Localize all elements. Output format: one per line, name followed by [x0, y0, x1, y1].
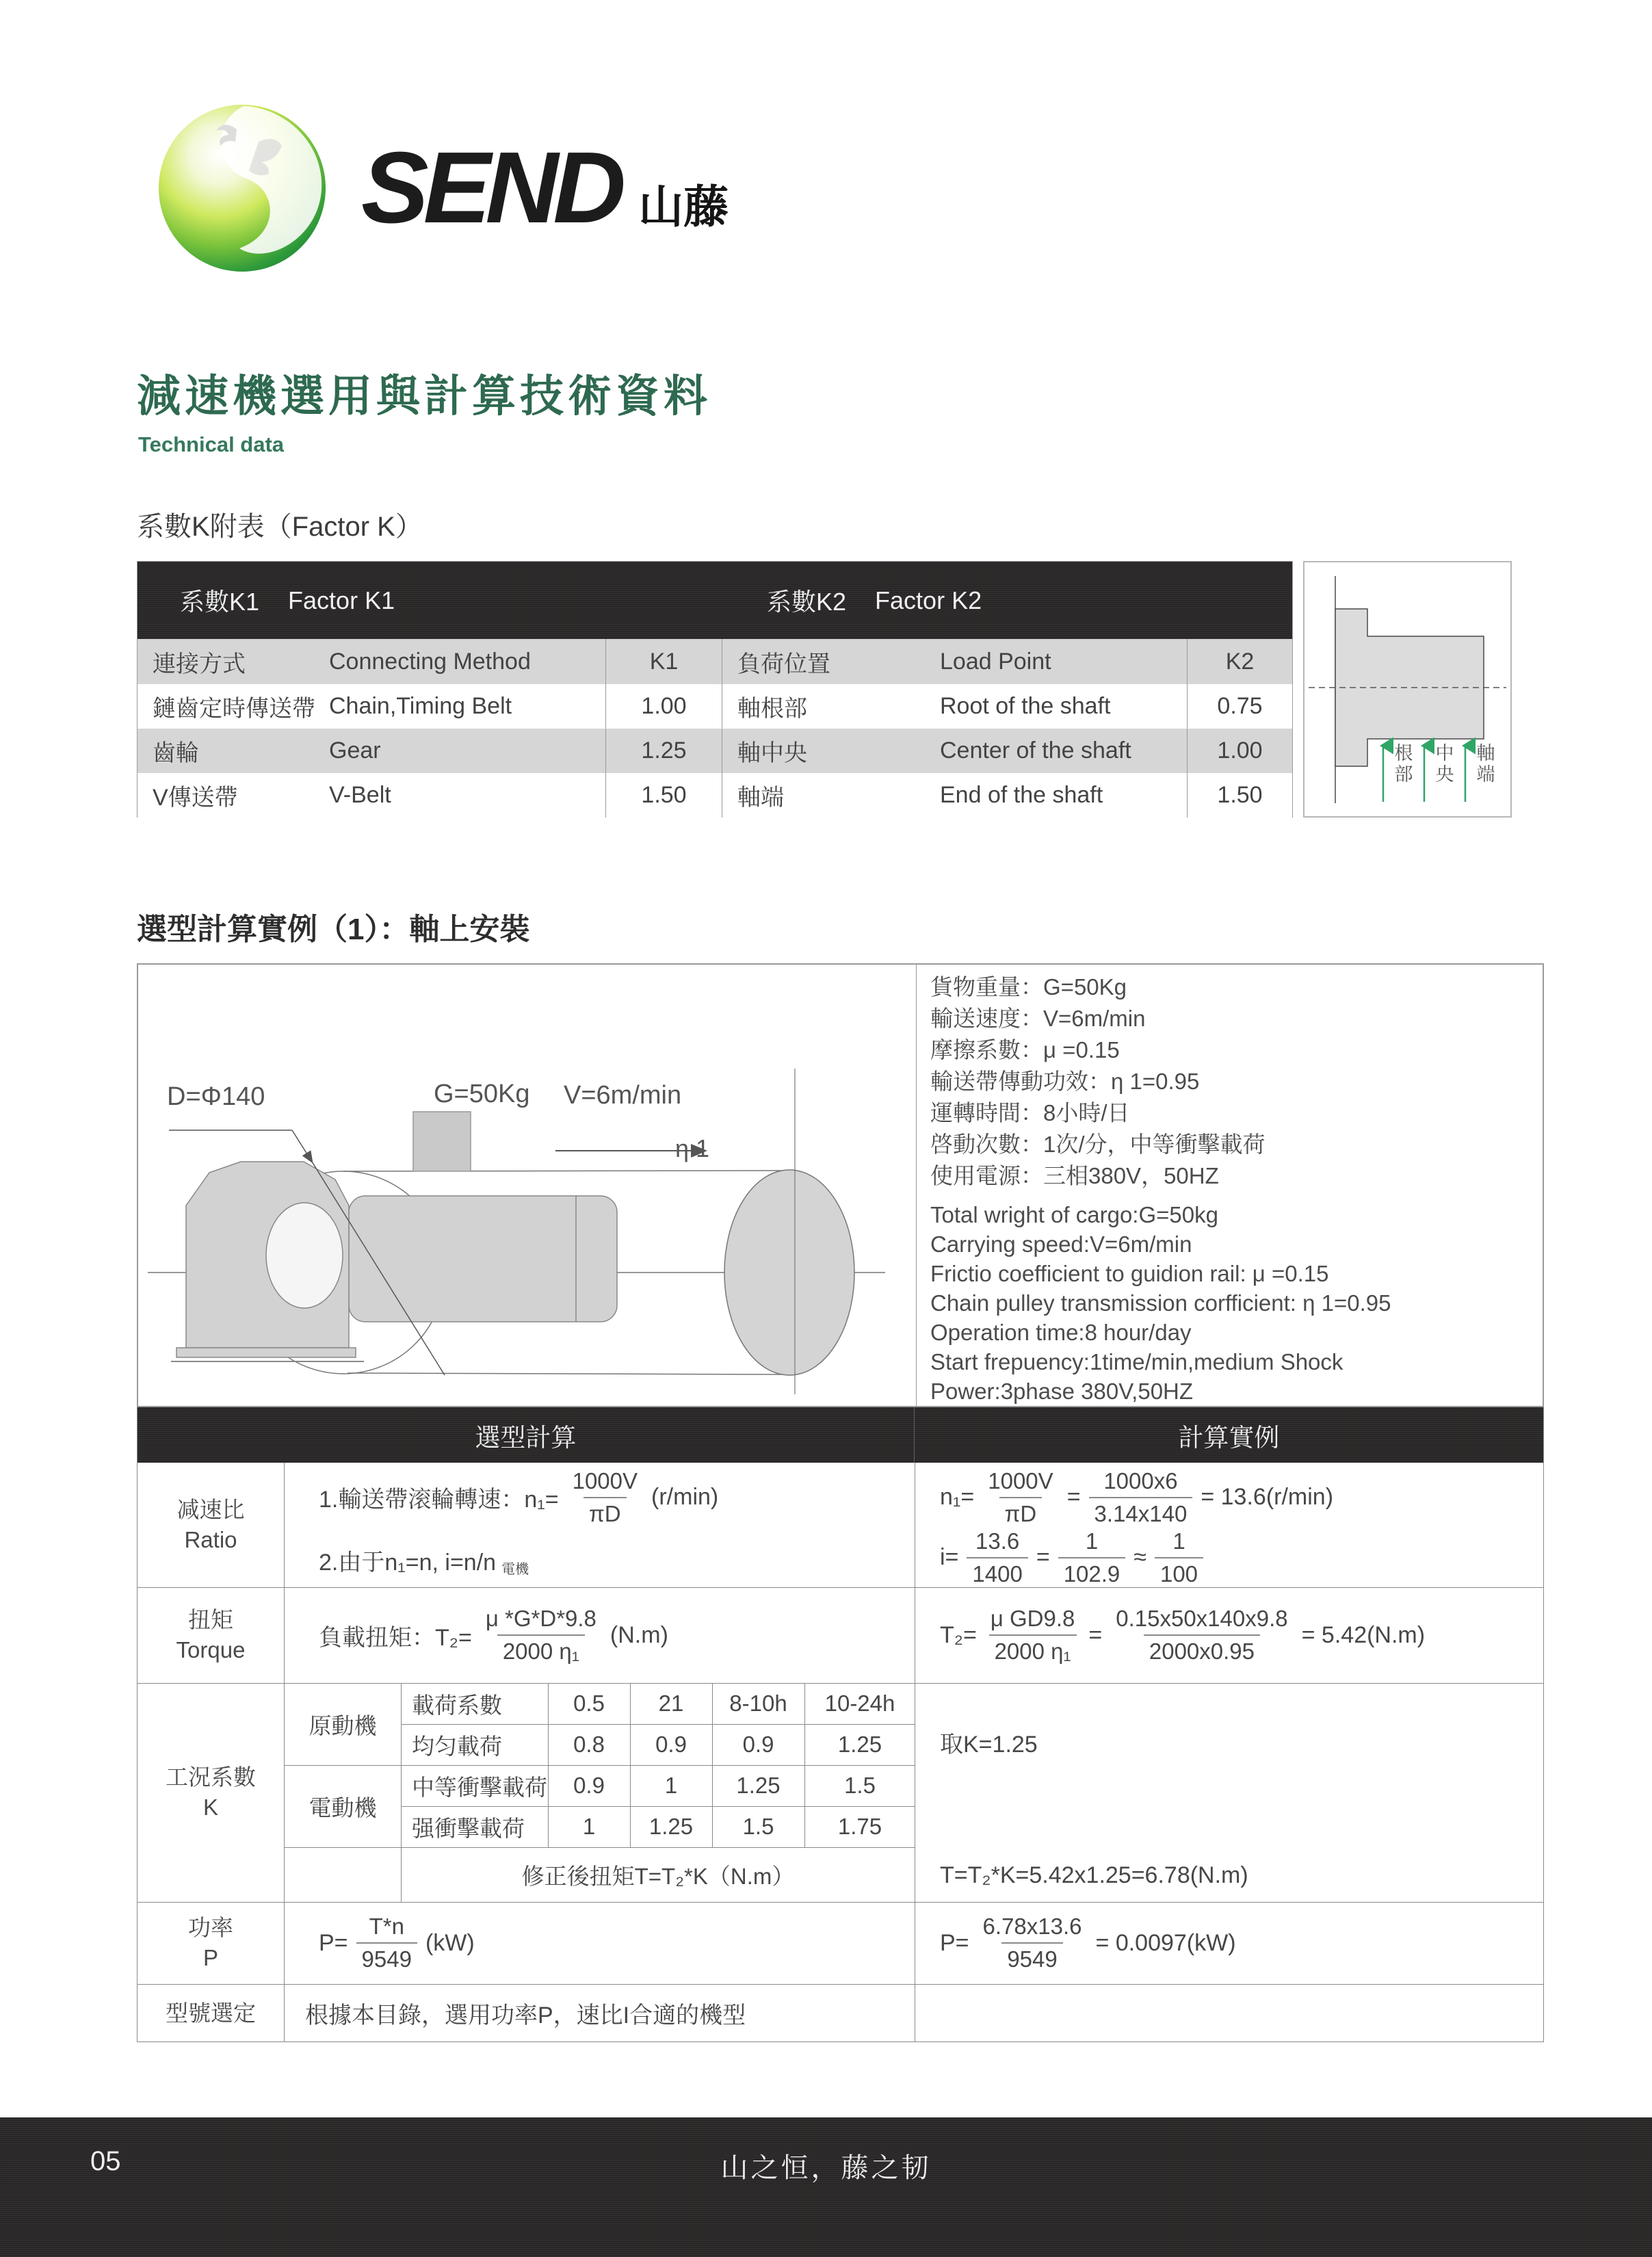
condition-line-en: Total wright of cargo:G=50kg [930, 1202, 1218, 1227]
condition-line: 啓動次數：1次/分，中等衝擊載荷 [930, 1132, 1266, 1157]
condition-line: 輸送帶傳動功效：η 1=0.95 [930, 1069, 1200, 1094]
row-power-example [915, 1902, 1545, 1984]
k-motor: 電動機 [309, 1795, 377, 1821]
row-torque-label: 扭矩 Torque [137, 1587, 285, 1683]
factor-k-table [137, 561, 1293, 818]
row-power-label: 功率 P [137, 1902, 285, 1984]
row-ratio-example [915, 1463, 1545, 1587]
ratio-formula-1: 1.輸送帶滚輪轉速：n₁= $\frac{1000V}{\pi D}$ (r/min) [319, 1468, 719, 1526]
row-torque [137, 1587, 1543, 1684]
condition-line-en: Frictio coefficient to guidion rail: μ =0.15 [930, 1261, 1329, 1286]
row-model [137, 1984, 1543, 2042]
conditions-panel [930, 971, 1539, 1406]
factor-k-section-title: 系數K附表（Factor K） [137, 512, 423, 542]
condition-line: 貨物重量：G=50Kg [930, 974, 1127, 1000]
condition-line: 使用電源：三相380V，50HZ [930, 1163, 1219, 1188]
row-k-example [915, 1683, 1545, 1902]
label-diameter: D=Φ140 [167, 1082, 265, 1111]
k1-header-cn: 系數K1 [180, 588, 260, 616]
row-torque-example [915, 1587, 1545, 1683]
col-k1: K1 [649, 648, 679, 675]
condition-line: 運轉時間：8小時/日 [930, 1100, 1130, 1125]
col-method-cn: 連接方式 [153, 651, 246, 677]
factor-k2-header [767, 562, 982, 639]
globe-icon [156, 102, 328, 274]
label-weight: G=50Kg [434, 1080, 530, 1108]
condition-line-en: Power:3phase 380V,50HZ [930, 1379, 1194, 1404]
row-k-label: 工況系數 K [137, 1683, 285, 1902]
shaft-load-point-diagram [1303, 561, 1512, 818]
condition-line: 輸送速度：V=6m/min [930, 1006, 1146, 1031]
page-footer [0, 2117, 1652, 2257]
conveyor-drawing [138, 965, 915, 1406]
condition-line-en: Start frepuency:1time/min,medium Shock [930, 1349, 1343, 1374]
condition-line-en: Operation time:8 hour/day [930, 1320, 1192, 1345]
condition-line-en: Carrying speed:V=6m/min [930, 1231, 1192, 1257]
table-row: V傳送帶 V-Belt 1.50 軸端 End of the shaft 1.50 [137, 773, 1292, 818]
label-speed: V=6m/min [564, 1081, 682, 1110]
table-row: 齒輪 Gear 1.25 軸中央 Center of the shaft 1.00 [137, 729, 1292, 774]
brand-wordmark: SEND [361, 131, 621, 244]
brand-logo [156, 99, 772, 277]
torque-example: T₂= $\frac{\text{μ GD9.8}}{\text{2000 η₁}}$ = $\frac{0.15x50x140x9.8}{2000x0.95}$ = 5.42(N.m) [940, 1606, 1426, 1664]
panel-divider [916, 965, 917, 1406]
ratio-example-2: i= $\frac{13.6}{1400}$ = $\frac{1}{102.9}$ ≈ $\frac{1}{100}$ [940, 1528, 1206, 1587]
calc-header-right: 計算實例 [1178, 1423, 1280, 1452]
row-model-example [915, 1984, 1545, 2042]
factor-k-table-header [137, 562, 1292, 639]
power-formula: P= $\frac{T*n}{9549}$ (kW) [319, 1914, 475, 1972]
row-power [137, 1902, 1543, 1985]
corrected-torque-example: T=T₂*K=5.42x1.25=6.78(N.m) [940, 1862, 1248, 1888]
calc-table-header [137, 1407, 1543, 1463]
k-chosen-value: 取K=1.25 [940, 1732, 1038, 1758]
row-torque-formula [285, 1587, 915, 1683]
k2-header-cn: 系數K2 [767, 588, 847, 616]
factor-k-column-header-row [137, 639, 1292, 685]
row-model-label: 型號選定 [137, 1984, 285, 2042]
row-ratio-label: 减速比 Ratio [137, 1463, 285, 1587]
row-power-formula [285, 1902, 915, 1984]
k-subtable: 原動機 電動機 載荷系數 0.5 21 8-10h 10-24h 均匀載荷 0.8 0.9 0.9 1.25 中等衝擊載荷 0.9 1 1.25 1.5 强衝擊載荷 1 1.25 1.5 1.75 修正後扭矩T=T₂*K（N.m） [285, 1683, 915, 1902]
k-prime-mover: 原動機 [309, 1712, 377, 1738]
col-method-en: Connecting Method [329, 648, 531, 675]
label-shaft-root: 根部 [1394, 743, 1413, 785]
condition-line: 摩擦系數：μ =0.15 [930, 1037, 1120, 1062]
col-load-cn: 負荷位置 [737, 651, 830, 677]
calc-header-left: 選型計算 [137, 1407, 915, 1463]
label-shaft-end: 軸端 [1476, 743, 1495, 785]
example-diagram-panel [137, 963, 1544, 1407]
factor-k1-header [180, 562, 395, 639]
power-example: P= $\frac{6.78x13.6}{9549}$ = 0.0097(kW) [940, 1914, 1236, 1972]
col-k2: K2 [1225, 648, 1255, 675]
example-section-title: 選型計算實例（1）：軸上安裝 [137, 913, 530, 946]
col-load-en: Load Point [940, 648, 1051, 675]
ratio-example-1: n₁= $\frac{1000V}{\pi D}$ = $\frac{1000x6}{3.14x140}$ = 13.6(r/min) [940, 1468, 1334, 1526]
page-subtitle: Technical data [138, 432, 285, 456]
condition-line-en: Chain pulley transmission corfficient: η 1=0.95 [930, 1290, 1391, 1316]
selection-calc-table [137, 1407, 1544, 2042]
ratio-formula-2: 2.由于n₁=n, i=n/n 電機 [319, 1550, 529, 1577]
page-number: 05 [90, 2146, 121, 2176]
row-ratio-formula [285, 1463, 915, 1587]
corrected-torque-formula: 修正後扭矩T=T₂*K（N.m） [521, 1863, 795, 1889]
torque-formula: 負載扭矩：T₂= $\frac{\mu *G*D*9.8}{\text{2000 η₁}}$ (N.m) [319, 1606, 668, 1664]
row-k-factor [137, 1683, 1543, 1903]
row-model-text: 根據本目錄，選用功率P，速比I合適的機型 [285, 1984, 915, 2042]
page-title: 減速機選用與計算技術資料 [137, 371, 711, 421]
brand-wordmark-cn: 山藤 [638, 181, 729, 232]
k2-header-en: Factor K2 [875, 586, 982, 614]
label-shaft-center: 中央 [1435, 743, 1454, 785]
table-row: 鏈齒定時傳送帶 Chain,Timing Belt 1.00 軸根部 Root of the shaft 0.75 [137, 684, 1292, 729]
row-ratio [137, 1463, 1543, 1588]
k1-header-en: Factor K1 [288, 586, 395, 614]
footer-slogan: 山之恒，藤之韧 [720, 2153, 932, 2183]
label-eta: η 1 [675, 1134, 710, 1162]
